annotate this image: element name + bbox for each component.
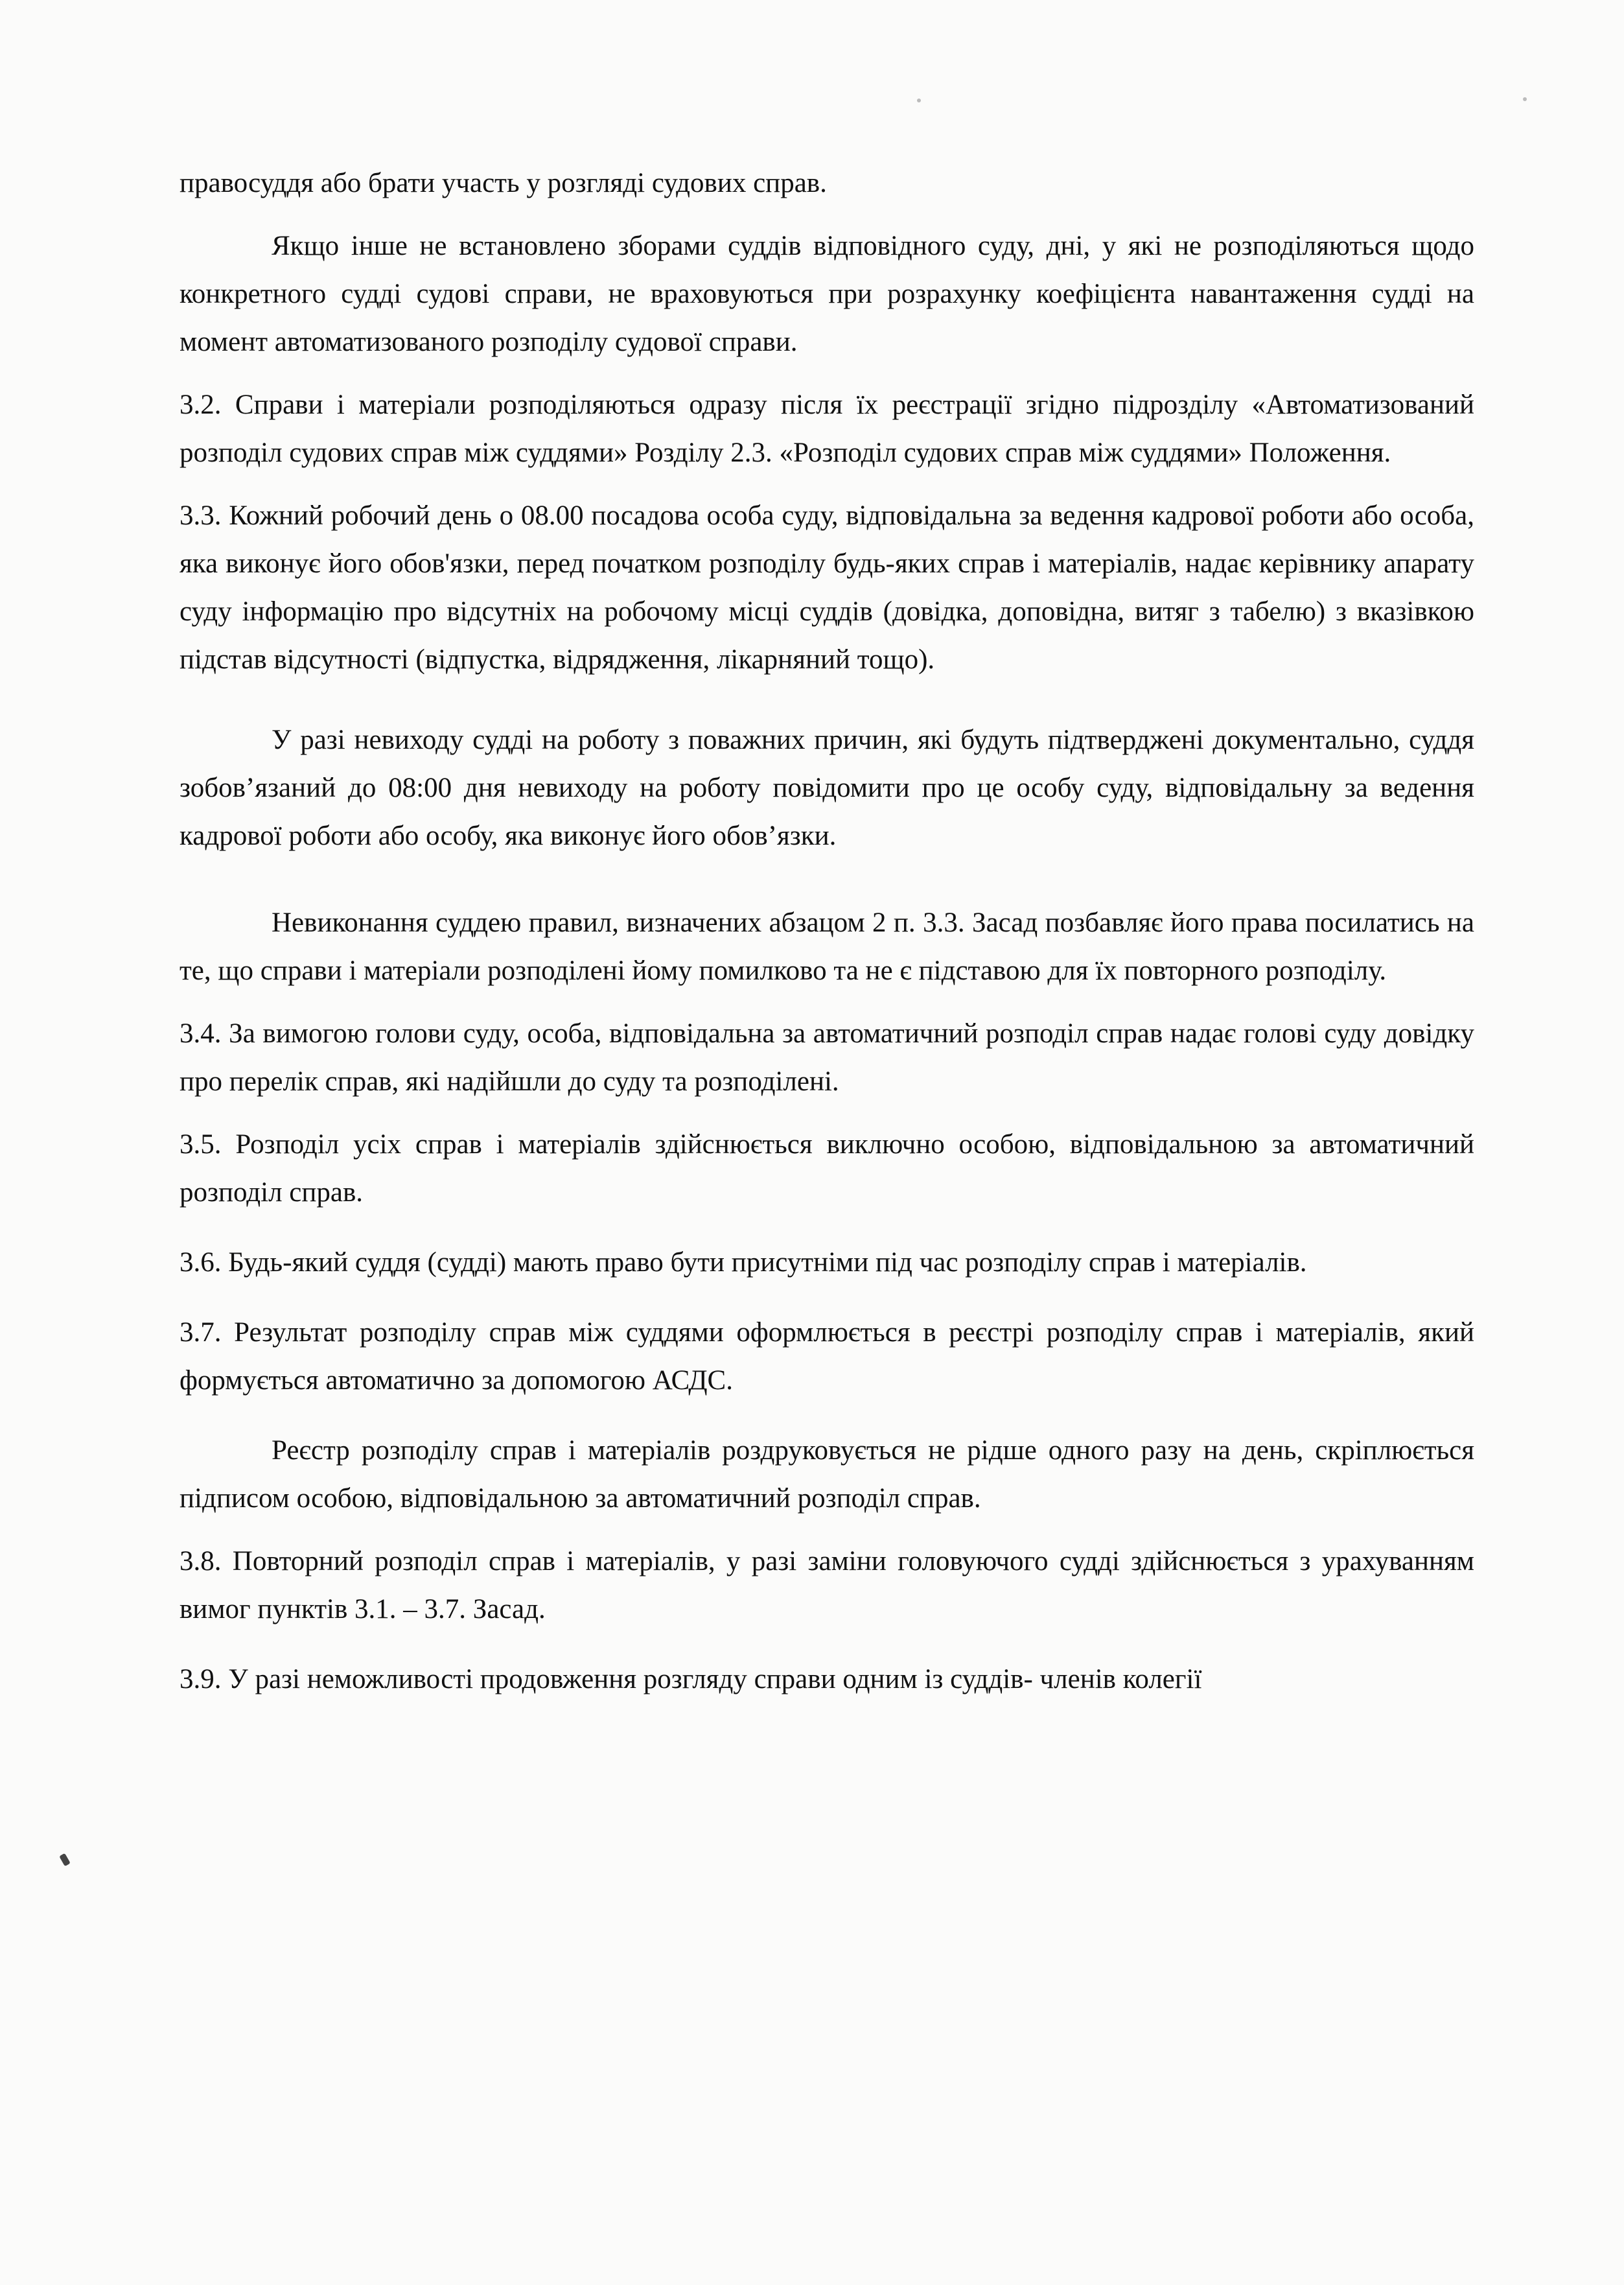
scan-speck: [917, 99, 921, 102]
paragraph-3-6: 3.6. Будь-який суддя (судді) мають право бути присутніми під час розподілу справ і матеріалів.: [180, 1247, 1307, 1278]
paragraph-judge-absence: У разі невиходу судді на роботу з поважних причин, які будуть підтверджені документально, суддя зобов’язаний до 08:00 дня невиходу на роботу повідомити про це особу суду, відповідальну за ведення кадрової роботи або особу, яка виконує його обов’язки.: [180, 725, 1474, 851]
paragraph-3-4: 3.4. За вимогою голови суду, особа, відповідальна за автоматичний розподіл справ надає голові суду довідку про перелік справ, які надійшли до суду та розподілені.: [180, 1018, 1474, 1097]
document-body: [180, 159, 1474, 1704]
paragraph-3-3: 3.3. Кожний робочий день о 08.00 посадова особа суду, відповідальна за ведення кадрової роботи або особа, яка виконує його обов'язки, перед початком розподілу будь-яких справ і матеріалів, надає керівнику апарату суду інформацію про відсутніх на робочому місці суддів (довідка, доповідна, витяг з табелю) з вказівкою підстав відсутності (відпустка, відрядження, лікарняний тощо).: [180, 500, 1474, 675]
scan-speck: [1523, 97, 1527, 101]
paragraph-load-coefficient: Якщо інше не встановлено зборами суддів відповідного суду, дні, у які не розподіляються щодо конкретного судді судові справи, не враховуються при розрахунку коефіцієнта навантаження судді на момент автоматизованого розподілу судової справи.: [180, 231, 1474, 357]
paragraph-registry-print: Реєстр розподілу справ і матеріалів роздруковується не рідше одного разу на день, скріплюється підписом особою, відповідальною за автоматичний розподіл справ.: [180, 1435, 1474, 1514]
paragraph-3-5: 3.5. Розподіл усіх справ і матеріалів здійснюється виключно особою, відповідальною за автоматичний розподіл справ.: [180, 1129, 1474, 1208]
scan-artifact-mark: [59, 1853, 71, 1867]
paragraph-3-7: 3.7. Результат розподілу справ між суддями оформлюється в реєстрі розподілу справ і матеріалів, який формується автоматично за допомогою АСДС.: [180, 1317, 1474, 1396]
paragraph-3-9: 3.9. У разі неможливості продовження розгляду справи одним із суддів- членів колегії: [180, 1664, 1202, 1694]
paragraph-rule-violation: Невиконання суддею правил, визначених абзацом 2 п. 3.3. Засад позбавляє його права посилатись на те, що справи і матеріали розподілені йому помилково та не є підставою для їх повторного розподілу.: [180, 908, 1474, 986]
paragraph-3-2: 3.2. Справи і матеріали розподіляються одразу після їх реєстрації згідно підрозділу «Автоматизований розподіл судових справ між суддями» Розділу 2.3. «Розподіл судових справ між суддями» Положення.: [180, 390, 1474, 468]
paragraph-3-8: 3.8. Повторний розподіл справ і матеріалів, у разі заміни головуючого судді здійснюється з урахуванням вимог пунктів 3.1. – 3.7. Засад.: [180, 1546, 1474, 1624]
paragraph-continuation: правосуддя або брати участь у розгляді судових справ.: [180, 168, 827, 198]
